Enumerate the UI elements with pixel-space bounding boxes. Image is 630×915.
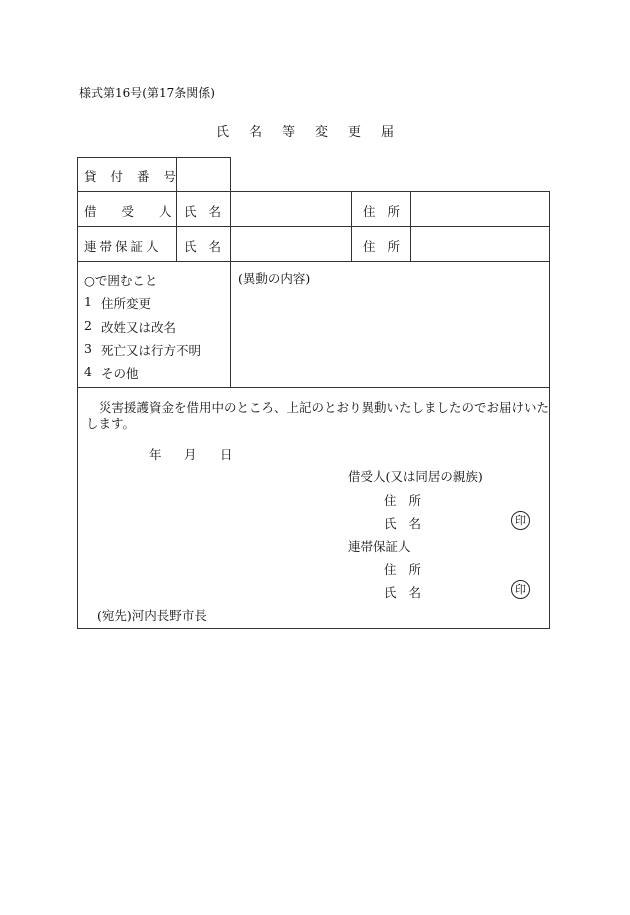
option-label: 改姓又は改名 <box>101 320 177 335</box>
loan-number-field[interactable] <box>178 159 229 190</box>
form-number: 様式第16号(第17条関係) <box>79 86 215 100</box>
date-year: 年 <box>149 447 162 462</box>
date-day: 日 <box>220 447 233 462</box>
guarantor-address-label: 住所 <box>363 239 413 254</box>
seal-stamp-icon: 印 <box>511 511 530 530</box>
change-details-field[interactable] <box>232 285 548 385</box>
loan-number-label: 貸付番号 <box>84 169 191 184</box>
guarantor-name-field[interactable] <box>232 228 350 260</box>
guarantor-sign-address-label: 住所 <box>384 562 434 577</box>
option-number: 1 <box>84 294 92 309</box>
option-label: その他 <box>101 366 139 381</box>
guarantor-sign-name-label: 氏名 <box>384 585 434 600</box>
option-number: 4 <box>84 364 92 379</box>
borrower-address-label: 住所 <box>363 204 413 219</box>
document-title: 氏名等変更届 <box>216 125 415 140</box>
declaration-text-cont: します。 <box>86 416 136 431</box>
change-details-label: (異動の内容) <box>238 271 311 286</box>
guarantor-name-label: 氏名 <box>184 239 234 254</box>
guarantor-label: 連帯保証人 <box>84 239 162 254</box>
borrower-sign-address-label: 住所 <box>384 493 434 508</box>
declaration-text: 災害援護資金を借用中のところ、上記のとおり異動いたしましたのでお届けいた <box>99 400 550 415</box>
borrower-name-label: 氏名 <box>184 204 234 219</box>
circle-instruction: ○で囲むこと <box>84 273 158 288</box>
seal-stamp-icon: 印 <box>511 580 530 599</box>
option-label: 死亡又は行方不明 <box>101 343 202 358</box>
option-label: 住所変更 <box>101 296 152 311</box>
guarantor-address-field[interactable] <box>412 228 548 260</box>
option-number: 2 <box>84 318 92 333</box>
borrower-signature-heading: 借受人(又は同居の親族) <box>348 469 483 484</box>
borrower-label: 借受人 <box>84 204 197 219</box>
borrower-address-field[interactable] <box>412 193 548 225</box>
date-month: 月 <box>184 447 197 462</box>
guarantor-signature-heading: 連帯保証人 <box>348 539 411 554</box>
addressee: (宛先)河内長野市長 <box>97 608 207 623</box>
borrower-name-field[interactable] <box>232 193 350 225</box>
borrower-sign-name-label: 氏名 <box>384 516 434 531</box>
option-number: 3 <box>84 341 92 356</box>
